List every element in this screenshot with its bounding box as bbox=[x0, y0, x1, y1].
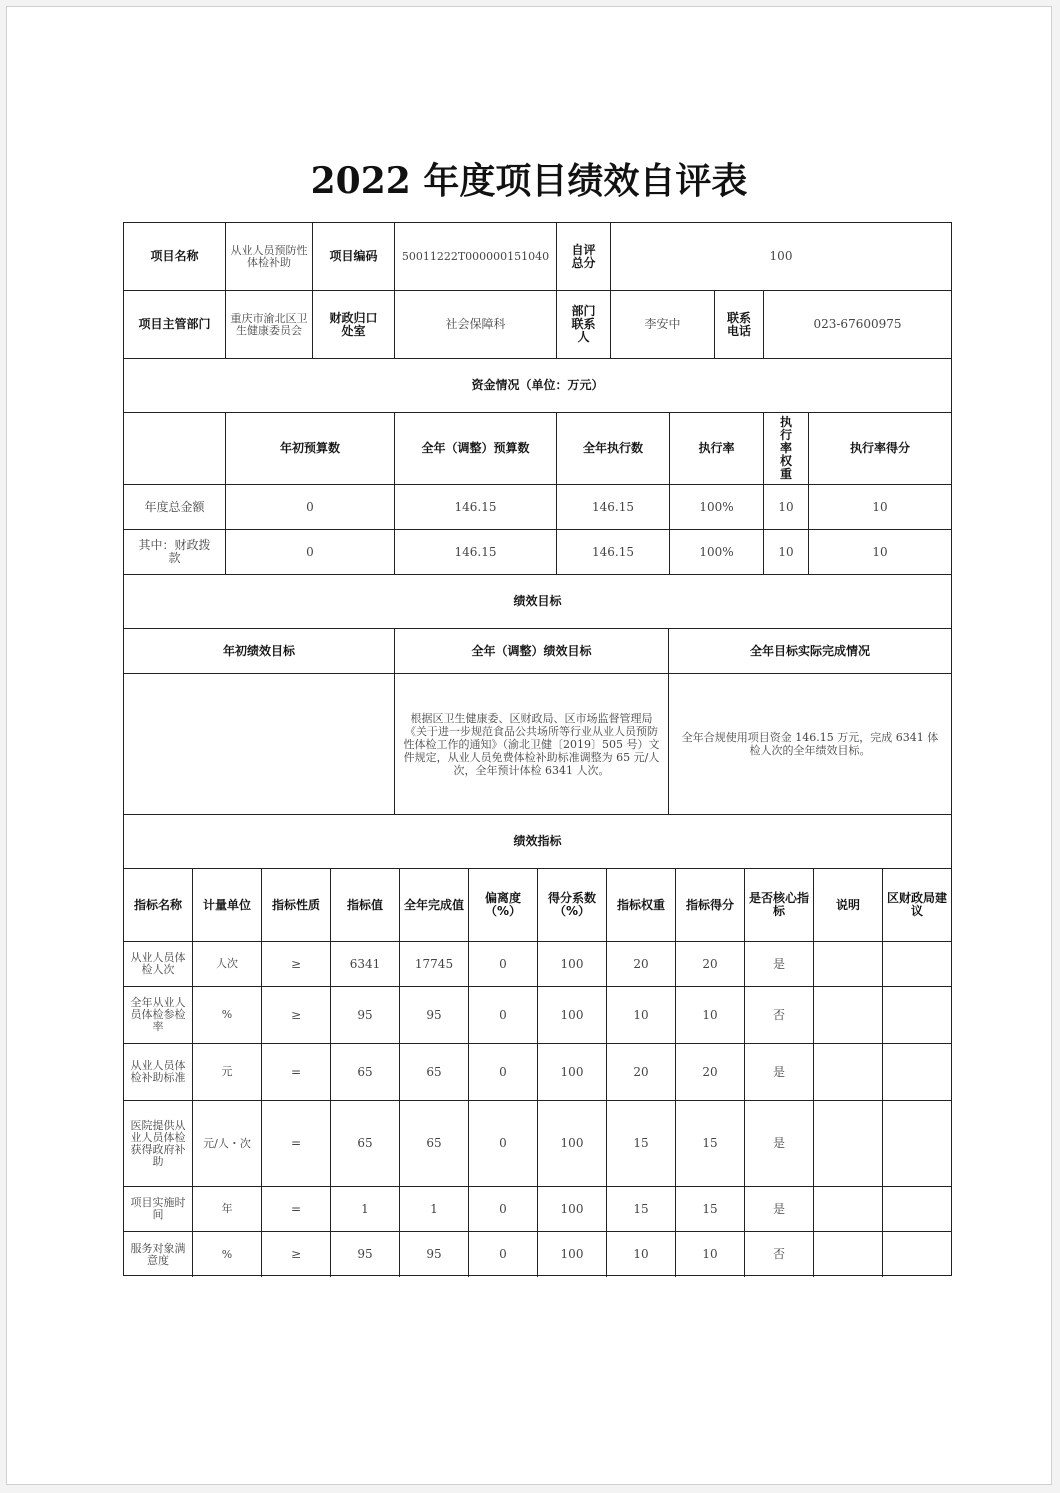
indicator-cell-target-value: 95 bbox=[331, 1232, 400, 1277]
indicator-cell-completed-value: 17745 bbox=[400, 942, 469, 987]
funds-cell: 100% bbox=[670, 530, 764, 575]
project-code-value: 50011222T000000151040 bbox=[395, 223, 557, 291]
indicator-cell-finance-advice bbox=[883, 942, 951, 987]
indicator-header-finance-advice: 区财政局建议 bbox=[883, 869, 951, 942]
indicator-cell-deviation: 0 bbox=[469, 1101, 538, 1187]
indicator-cell-target-value: 6341 bbox=[331, 942, 400, 987]
funds-cell: 146.15 bbox=[557, 485, 670, 530]
indicator-cell-score-coef: 100 bbox=[538, 1101, 607, 1187]
contact-value: 李安中 bbox=[611, 291, 715, 359]
funds-header-executed: 全年执行数 bbox=[557, 413, 670, 485]
indicator-cell-target-value: 95 bbox=[331, 987, 400, 1044]
indicator-cell-score: 15 bbox=[676, 1187, 745, 1232]
indicator-cell-weight: 15 bbox=[607, 1187, 676, 1232]
indicator-cell-completed-value: 65 bbox=[400, 1044, 469, 1101]
dept-value: 重庆市渝北区卫生健康委员会 bbox=[226, 291, 313, 359]
indicator-cell-nature: = bbox=[262, 1101, 331, 1187]
funds-cell: 10 bbox=[809, 485, 951, 530]
goals-header-adjusted: 全年（调整）绩效目标 bbox=[395, 629, 669, 674]
indicator-cell-note bbox=[814, 1187, 883, 1232]
funds-header-exec-rate: 执行率 bbox=[670, 413, 764, 485]
funds-cell: 146.15 bbox=[395, 530, 557, 575]
funds-cell: 0 bbox=[226, 485, 395, 530]
indicator-cell-note bbox=[814, 987, 883, 1044]
contact-label: 部门联系人 bbox=[557, 291, 611, 359]
indicator-cell-target-value: 65 bbox=[331, 1101, 400, 1187]
goals-initial-text bbox=[124, 674, 395, 815]
document-page bbox=[6, 6, 1052, 1485]
indicator-cell-finance-advice bbox=[883, 987, 951, 1044]
indicator-cell-score: 15 bbox=[676, 1101, 745, 1187]
indicator-cell-weight: 10 bbox=[607, 987, 676, 1044]
funds-header-rate-score: 执行率得分 bbox=[809, 413, 951, 485]
indicator-cell-indicator-name: 医院提供从业人员体检获得政府补助 bbox=[124, 1101, 193, 1187]
indicator-cell-completed-value: 65 bbox=[400, 1101, 469, 1187]
indicator-header-target-value: 指标值 bbox=[331, 869, 400, 942]
evaluation-table bbox=[123, 222, 952, 1276]
finance-office-label: 财政归口处室 bbox=[313, 291, 395, 359]
indicator-cell-note bbox=[814, 1101, 883, 1187]
indicator-cell-target-value: 1 bbox=[331, 1187, 400, 1232]
indicator-cell-score-coef: 100 bbox=[538, 1187, 607, 1232]
funds-section-title: 资金情况（单位：万元） bbox=[124, 359, 951, 413]
project-code-label: 项目编码 bbox=[313, 223, 395, 291]
indicator-cell-is-core: 是 bbox=[745, 942, 814, 987]
indicator-cell-deviation: 0 bbox=[469, 987, 538, 1044]
phone-value: 023-67600975 bbox=[764, 291, 951, 359]
indicator-cell-unit: 元 bbox=[193, 1044, 262, 1101]
indicator-cell-deviation: 0 bbox=[469, 942, 538, 987]
funds-header-initial-budget: 年初预算数 bbox=[226, 413, 395, 485]
indicator-cell-finance-advice bbox=[883, 1232, 951, 1277]
indicator-cell-is-core: 否 bbox=[745, 987, 814, 1044]
indicator-cell-indicator-name: 从业人员体检人次 bbox=[124, 942, 193, 987]
indicator-cell-finance-advice bbox=[883, 1044, 951, 1101]
indicator-header-weight: 指标权重 bbox=[607, 869, 676, 942]
project-name-value: 从业人员预防性体检补助 bbox=[226, 223, 313, 291]
total-score-label: 自评总分 bbox=[557, 223, 611, 291]
indicator-cell-is-core: 是 bbox=[745, 1101, 814, 1187]
indicator-header-deviation: 偏离度（%） bbox=[469, 869, 538, 942]
goals-section-title: 绩效目标 bbox=[124, 575, 951, 629]
funds-cell: 0 bbox=[226, 530, 395, 575]
indicator-cell-score-coef: 100 bbox=[538, 942, 607, 987]
funds-cell: 10 bbox=[764, 485, 809, 530]
indicator-cell-indicator-name: 从业人员体检补助标准 bbox=[124, 1044, 193, 1101]
funds-row-label: 其中：财政拨款 bbox=[124, 530, 226, 575]
indicator-cell-indicator-name: 服务对象满意度 bbox=[124, 1232, 193, 1277]
indicator-cell-nature: = bbox=[262, 1187, 331, 1232]
indicator-cell-target-value: 65 bbox=[331, 1044, 400, 1101]
indicator-cell-score: 20 bbox=[676, 1044, 745, 1101]
phone-label: 联系电话 bbox=[715, 291, 764, 359]
indicator-cell-weight: 20 bbox=[607, 942, 676, 987]
indicator-cell-nature: = bbox=[262, 1044, 331, 1101]
funds-row-label: 年度总金额 bbox=[124, 485, 226, 530]
indicator-header-score-coef: 得分系数（%） bbox=[538, 869, 607, 942]
indicator-header-completed-value: 全年完成值 bbox=[400, 869, 469, 942]
indicator-cell-unit: % bbox=[193, 987, 262, 1044]
indicator-header-note: 说明 bbox=[814, 869, 883, 942]
indicator-cell-nature: ≥ bbox=[262, 1232, 331, 1277]
funds-header-adjusted-budget: 全年（调整）预算数 bbox=[395, 413, 557, 485]
funds-cell: 100% bbox=[670, 485, 764, 530]
goals-actual-text: 全年合规使用项目资金 146.15 万元，完成 6341 体检人次的全年绩效目标。 bbox=[669, 674, 951, 815]
indicator-header-indicator-name: 指标名称 bbox=[124, 869, 193, 942]
indicator-cell-note bbox=[814, 1232, 883, 1277]
goals-adjusted-text: 根据区卫生健康委、区财政局、区市场监督管理局《关于进一步规范食品公共场所等行业从业人员预防性体检工作的通知》（渝北卫健〔2019〕505 号）文件规定，从业人员免费体检补助标准调整为 65 元/人次，全年预计体检 6341 人次。 bbox=[395, 674, 669, 815]
indicator-cell-is-core: 是 bbox=[745, 1044, 814, 1101]
funds-header-rate-weight: 执行率权重 bbox=[764, 413, 809, 485]
indicator-cell-weight: 20 bbox=[607, 1044, 676, 1101]
funds-cell: 10 bbox=[809, 530, 951, 575]
indicator-cell-is-core: 否 bbox=[745, 1232, 814, 1277]
goals-header-initial: 年初绩效目标 bbox=[124, 629, 395, 674]
indicator-header-unit: 计量单位 bbox=[193, 869, 262, 942]
indicator-cell-indicator-name: 全年从业人员体检参检率 bbox=[124, 987, 193, 1044]
funds-cell: 146.15 bbox=[395, 485, 557, 530]
indicator-header-nature: 指标性质 bbox=[262, 869, 331, 942]
funds-header-blank bbox=[124, 413, 226, 485]
indicator-cell-weight: 15 bbox=[607, 1101, 676, 1187]
indicator-header-is-core: 是否核心指标 bbox=[745, 869, 814, 942]
indicator-cell-score-coef: 100 bbox=[538, 1044, 607, 1101]
funds-cell: 10 bbox=[764, 530, 809, 575]
indicator-cell-deviation: 0 bbox=[469, 1232, 538, 1277]
indicator-cell-unit: 元/人・次 bbox=[193, 1101, 262, 1187]
indicator-cell-finance-advice bbox=[883, 1101, 951, 1187]
indicator-header-score: 指标得分 bbox=[676, 869, 745, 942]
indicators-section-title: 绩效指标 bbox=[124, 815, 951, 869]
indicator-cell-deviation: 0 bbox=[469, 1187, 538, 1232]
page-title: 2022 年度项目绩效自评表 bbox=[310, 160, 748, 202]
indicator-cell-indicator-name: 项目实施时间 bbox=[124, 1187, 193, 1232]
indicator-cell-finance-advice bbox=[883, 1187, 951, 1232]
indicator-cell-weight: 10 bbox=[607, 1232, 676, 1277]
indicator-cell-deviation: 0 bbox=[469, 1044, 538, 1101]
indicator-cell-score-coef: 100 bbox=[538, 1232, 607, 1277]
dept-label: 项目主管部门 bbox=[124, 291, 226, 359]
indicator-cell-completed-value: 95 bbox=[400, 987, 469, 1044]
indicator-cell-completed-value: 1 bbox=[400, 1187, 469, 1232]
funds-cell: 146.15 bbox=[557, 530, 670, 575]
indicator-cell-unit: % bbox=[193, 1232, 262, 1277]
indicator-cell-note bbox=[814, 942, 883, 987]
indicator-cell-score: 10 bbox=[676, 987, 745, 1044]
project-name-label: 项目名称 bbox=[124, 223, 226, 291]
indicator-cell-score-coef: 100 bbox=[538, 987, 607, 1044]
goals-header-actual: 全年目标实际完成情况 bbox=[669, 629, 951, 674]
indicator-cell-note bbox=[814, 1044, 883, 1101]
indicator-cell-is-core: 是 bbox=[745, 1187, 814, 1232]
indicator-cell-nature: ≥ bbox=[262, 987, 331, 1044]
total-score-value: 100 bbox=[611, 223, 951, 291]
indicator-cell-unit: 年 bbox=[193, 1187, 262, 1232]
indicator-cell-unit: 人次 bbox=[193, 942, 262, 987]
indicator-cell-nature: ≥ bbox=[262, 942, 331, 987]
finance-office-value: 社会保障科 bbox=[395, 291, 557, 359]
indicator-cell-completed-value: 95 bbox=[400, 1232, 469, 1277]
indicator-cell-score: 20 bbox=[676, 942, 745, 987]
indicator-cell-score: 10 bbox=[676, 1232, 745, 1277]
